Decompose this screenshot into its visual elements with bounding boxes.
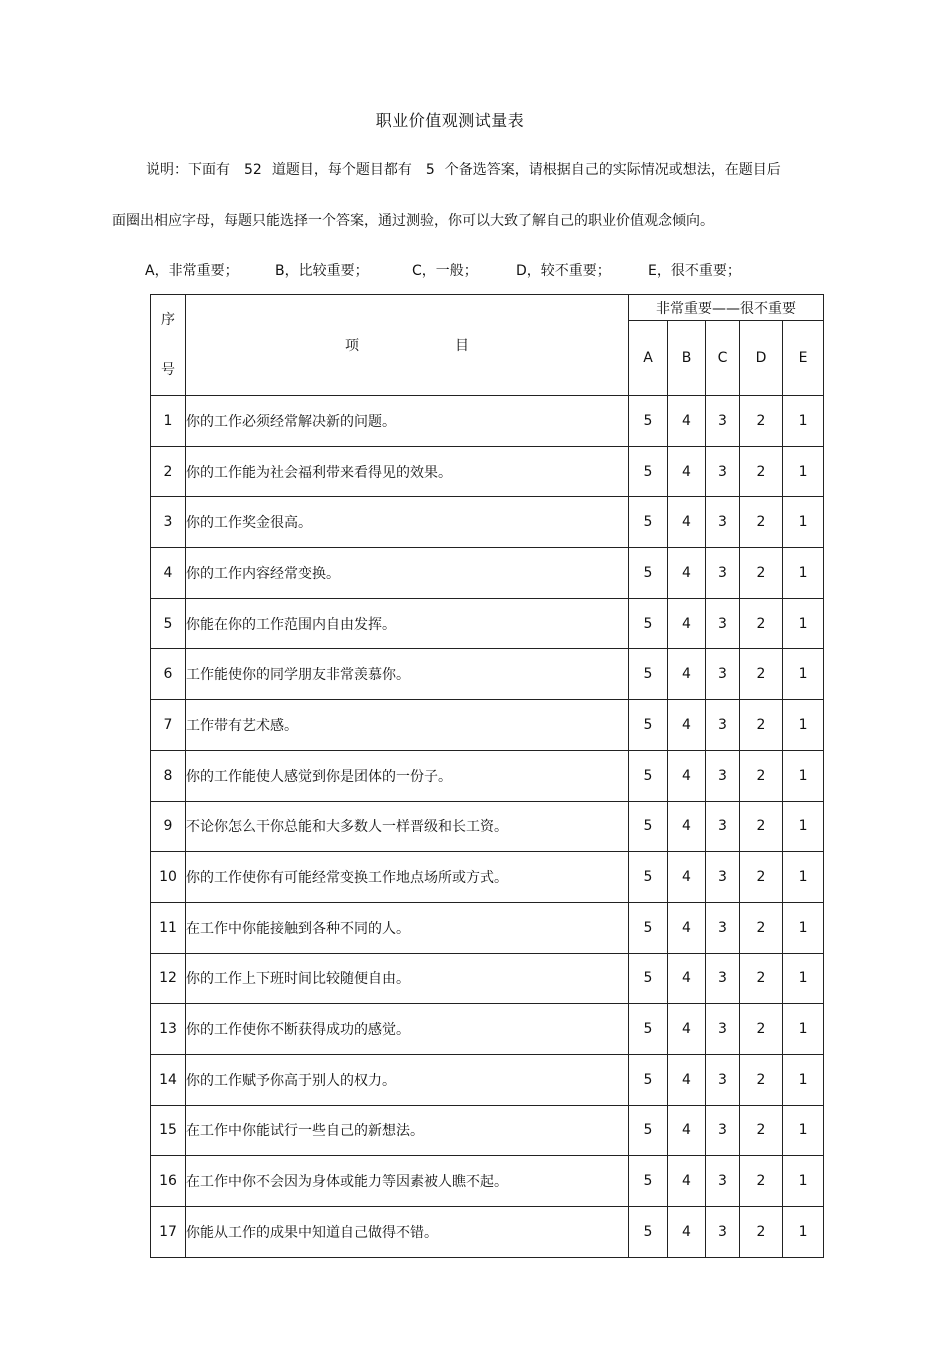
score-option-d[interactable]: 2 — [740, 446, 783, 497]
score-option-c[interactable]: 3 — [706, 801, 740, 852]
header-importance-range: 非常重要——很不重要 — [629, 295, 824, 321]
table-row — [151, 649, 824, 700]
score-option-c[interactable]: 3 — [706, 852, 740, 903]
instructions-text-c: 个备选答案，请根据自己的实际情况或想法，在题目后 — [444, 162, 781, 178]
score-option-c[interactable]: 3 — [706, 649, 740, 700]
question-number: 8 — [151, 750, 186, 801]
score-option-a[interactable]: 5 — [629, 1156, 668, 1207]
header-letter-b: B — [668, 321, 706, 396]
score-option-b[interactable]: 4 — [668, 649, 706, 700]
score-option-b[interactable]: 4 — [668, 750, 706, 801]
table-row — [151, 700, 824, 751]
question-number: 15 — [151, 1105, 186, 1156]
score-option-c[interactable]: 3 — [706, 1004, 740, 1055]
score-option-c[interactable]: 3 — [706, 446, 740, 497]
score-option-a[interactable]: 5 — [629, 750, 668, 801]
score-option-d[interactable]: 2 — [740, 649, 783, 700]
legend-item-d: D，较不重要； — [516, 263, 611, 279]
score-option-e[interactable]: 1 — [783, 1156, 824, 1207]
score-option-e[interactable]: 1 — [783, 1105, 824, 1156]
score-option-d[interactable]: 2 — [740, 801, 783, 852]
score-option-a[interactable]: 5 — [629, 700, 668, 751]
score-option-e[interactable]: 1 — [783, 446, 824, 497]
page-title: 职业价值观测试量表 — [375, 111, 525, 130]
score-option-d[interactable]: 2 — [740, 548, 783, 599]
question-number: 2 — [151, 446, 186, 497]
score-option-a[interactable]: 5 — [629, 801, 668, 852]
score-option-e[interactable]: 1 — [783, 1054, 824, 1105]
table-header-row-1 — [151, 295, 824, 321]
score-option-b[interactable]: 4 — [668, 700, 706, 751]
score-option-a[interactable]: 5 — [629, 598, 668, 649]
question-text: 你的工作使你有可能经常变换工作地点场所或方式。 — [186, 852, 629, 903]
score-option-e[interactable]: 1 — [783, 801, 824, 852]
table-row — [151, 1105, 824, 1156]
question-text: 你的工作赋予你高于别人的权力。 — [186, 1054, 629, 1105]
score-option-e[interactable]: 1 — [783, 902, 824, 953]
question-number: 3 — [151, 497, 186, 548]
question-number: 16 — [151, 1156, 186, 1207]
question-number: 4 — [151, 548, 186, 599]
score-option-a[interactable]: 5 — [629, 902, 668, 953]
survey-table — [150, 294, 824, 1258]
score-option-b[interactable]: 4 — [668, 598, 706, 649]
score-option-d[interactable]: 2 — [740, 1004, 783, 1055]
score-option-a[interactable]: 5 — [629, 548, 668, 599]
table-row — [151, 1054, 824, 1105]
score-option-c[interactable]: 3 — [706, 700, 740, 751]
table-row — [151, 1207, 824, 1258]
question-number: 11 — [151, 902, 186, 953]
score-option-a[interactable]: 5 — [629, 649, 668, 700]
score-option-b[interactable]: 4 — [668, 497, 706, 548]
table-row — [151, 750, 824, 801]
option-count: 5 — [425, 162, 435, 178]
question-text: 你的工作使你不断获得成功的感觉。 — [186, 1004, 629, 1055]
score-option-a[interactable]: 5 — [629, 497, 668, 548]
question-text: 你的工作能使人感觉到你是团体的一份子。 — [186, 750, 629, 801]
question-text: 工作能使你的同学朋友非常羡慕你。 — [186, 649, 629, 700]
score-option-d[interactable]: 2 — [740, 902, 783, 953]
instructions-line-2: 面圈出相应字母，每题只能选择一个答案，通过测验，你可以大致了解自己的职业价值观念倾向。 — [112, 213, 714, 229]
score-option-e[interactable]: 1 — [783, 1207, 824, 1258]
score-option-c[interactable]: 3 — [706, 1105, 740, 1156]
score-option-e[interactable]: 1 — [783, 548, 824, 599]
score-option-c[interactable]: 3 — [706, 1054, 740, 1105]
question-number: 14 — [151, 1054, 186, 1105]
question-text: 你的工作奖金很高。 — [186, 497, 629, 548]
score-option-e[interactable]: 1 — [783, 649, 824, 700]
question-text: 你的工作能为社会福利带来看得见的效果。 — [186, 446, 629, 497]
score-option-c[interactable]: 3 — [706, 953, 740, 1004]
score-option-c[interactable]: 3 — [706, 1207, 740, 1258]
legend-item-a: A，非常重要； — [145, 263, 239, 279]
score-option-b[interactable]: 4 — [668, 396, 706, 447]
question-text: 工作带有艺术感。 — [186, 700, 629, 751]
score-option-e[interactable]: 1 — [783, 700, 824, 751]
instructions-line-1 — [146, 159, 781, 179]
table-row — [151, 396, 824, 447]
header-item-right: 目 — [455, 338, 469, 354]
score-option-a[interactable]: 5 — [629, 1105, 668, 1156]
score-option-c[interactable]: 3 — [706, 548, 740, 599]
table-row — [151, 1004, 824, 1055]
answer-legend — [0, 260, 950, 280]
table-row — [151, 953, 824, 1004]
score-option-b[interactable]: 4 — [668, 548, 706, 599]
legend-item-c: C，一般； — [412, 263, 478, 279]
score-option-b[interactable]: 4 — [668, 852, 706, 903]
question-number: 13 — [151, 1004, 186, 1055]
score-option-a[interactable]: 5 — [629, 1054, 668, 1105]
question-number: 1 — [151, 396, 186, 447]
score-option-d[interactable]: 2 — [740, 1054, 783, 1105]
header-letter-c: C — [706, 321, 740, 396]
score-option-d[interactable]: 2 — [740, 1105, 783, 1156]
question-number: 6 — [151, 649, 186, 700]
question-text: 在工作中你能接触到各种不同的人。 — [186, 902, 629, 953]
question-number: 17 — [151, 1207, 186, 1258]
score-option-d[interactable]: 2 — [740, 700, 783, 751]
header-number-top: 序 — [161, 312, 175, 328]
score-option-b[interactable]: 4 — [668, 1004, 706, 1055]
table-row — [151, 902, 824, 953]
score-option-d[interactable]: 2 — [740, 396, 783, 447]
score-option-a[interactable]: 5 — [629, 446, 668, 497]
score-option-c[interactable]: 3 — [706, 598, 740, 649]
question-number: 10 — [151, 852, 186, 903]
table-row — [151, 497, 824, 548]
score-option-d[interactable]: 2 — [740, 598, 783, 649]
question-text: 你能从工作的成果中知道自己做得不错。 — [186, 1207, 629, 1258]
score-option-a[interactable]: 5 — [629, 852, 668, 903]
table-row — [151, 548, 824, 599]
header-letter-d: D — [740, 321, 783, 396]
table-row — [151, 801, 824, 852]
question-number: 7 — [151, 700, 186, 751]
header-letter-e: E — [783, 321, 824, 396]
score-option-b[interactable]: 4 — [668, 953, 706, 1004]
header-number-bottom: 号 — [161, 362, 175, 378]
question-text: 你能在你的工作范围内自由发挥。 — [186, 598, 629, 649]
score-option-b[interactable]: 4 — [668, 1105, 706, 1156]
header-item-left: 项 — [345, 338, 359, 354]
question-text: 你的工作内容经常变换。 — [186, 548, 629, 599]
question-count: 52 — [244, 162, 262, 178]
score-option-c[interactable]: 3 — [706, 497, 740, 548]
question-text: 不论你怎么干你总能和大多数人一样晋级和长工资。 — [186, 801, 629, 852]
instructions-text-b: 道题目，每个题目都有 — [271, 162, 412, 178]
score-option-e[interactable]: 1 — [783, 497, 824, 548]
header-number-cell — [151, 295, 186, 396]
score-option-b[interactable]: 4 — [668, 1156, 706, 1207]
score-option-d[interactable]: 2 — [740, 497, 783, 548]
legend-item-b: B，比较重要； — [275, 263, 369, 279]
score-option-b[interactable]: 4 — [668, 801, 706, 852]
table-row — [151, 1156, 824, 1207]
score-option-e[interactable]: 1 — [783, 598, 824, 649]
question-text: 你的工作必须经常解决新的问题。 — [186, 396, 629, 447]
score-option-a[interactable]: 5 — [629, 1207, 668, 1258]
score-option-a[interactable]: 5 — [629, 953, 668, 1004]
question-number: 5 — [151, 598, 186, 649]
score-option-d[interactable]: 2 — [740, 953, 783, 1004]
score-option-a[interactable]: 5 — [629, 396, 668, 447]
question-number: 9 — [151, 801, 186, 852]
score-option-b[interactable]: 4 — [668, 446, 706, 497]
question-text: 在工作中你不会因为身体或能力等因素被人瞧不起。 — [186, 1156, 629, 1207]
score-option-a[interactable]: 5 — [629, 1004, 668, 1055]
score-option-d[interactable]: 2 — [740, 1156, 783, 1207]
table-row — [151, 598, 824, 649]
question-number: 12 — [151, 953, 186, 1004]
score-option-c[interactable]: 3 — [706, 750, 740, 801]
score-option-e[interactable]: 1 — [783, 953, 824, 1004]
instructions-text-a: 说明：下面有 — [146, 162, 230, 178]
score-option-c[interactable]: 3 — [706, 396, 740, 447]
score-option-b[interactable]: 4 — [668, 1207, 706, 1258]
question-text: 你的工作上下班时间比较随便自由。 — [186, 953, 629, 1004]
score-option-e[interactable]: 1 — [783, 750, 824, 801]
table-row — [151, 852, 824, 903]
score-option-c[interactable]: 3 — [706, 1156, 740, 1207]
score-option-d[interactable]: 2 — [740, 852, 783, 903]
table-row — [151, 446, 824, 497]
score-option-e[interactable]: 1 — [783, 852, 824, 903]
question-text: 在工作中你能试行一些自己的新想法。 — [186, 1105, 629, 1156]
header-item-cell — [186, 295, 629, 396]
score-option-e[interactable]: 1 — [783, 396, 824, 447]
score-option-b[interactable]: 4 — [668, 902, 706, 953]
score-option-b[interactable]: 4 — [668, 1054, 706, 1105]
score-option-c[interactable]: 3 — [706, 902, 740, 953]
header-letter-a: A — [629, 321, 668, 396]
score-option-d[interactable]: 2 — [740, 750, 783, 801]
score-option-d[interactable]: 2 — [740, 1207, 783, 1258]
score-option-e[interactable]: 1 — [783, 1004, 824, 1055]
legend-item-e: E，很不重要； — [648, 263, 741, 279]
